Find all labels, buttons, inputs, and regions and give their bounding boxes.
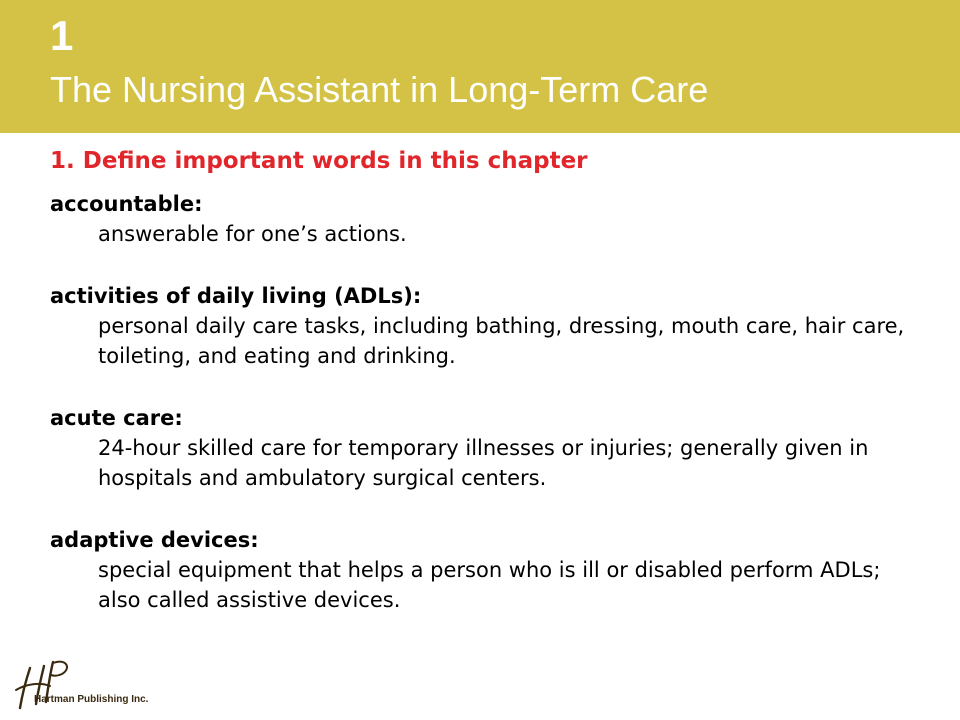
header-banner xyxy=(0,0,960,133)
chapter-number: 1 xyxy=(50,12,74,59)
term-definition: special equipment that helps a person who is ill or disabled perform ADLs; also called assistive devices. xyxy=(98,558,881,612)
term-definition: personal daily care tasks, including bathing, dressing, mouth care, hair care, toileting, and eating and drinking. xyxy=(98,314,905,368)
term-word: adaptive devices: xyxy=(50,528,259,552)
term-definition: answerable for one’s actions. xyxy=(98,222,407,246)
term-word: accountable: xyxy=(50,192,203,216)
logo-text: Hartman Publishing Inc. xyxy=(34,694,149,705)
term-word: activities of daily living (ADLs): xyxy=(50,284,422,308)
term-activities-of-daily-living xyxy=(50,281,920,371)
section-heading: 1. Define important words in this chapter xyxy=(50,148,588,174)
term-definition: 24-hour skilled care for temporary illnesses or injuries; generally given in hospitals and ambulatory surgical centers. xyxy=(98,436,869,490)
term-word: acute care: xyxy=(50,406,183,430)
term-accountable xyxy=(50,189,920,249)
term-adaptive-devices xyxy=(50,525,920,615)
term-acute-care xyxy=(50,403,920,493)
hartman-publishing-logo xyxy=(10,658,150,712)
chapter-title: The Nursing Assistant in Long-Term Care xyxy=(50,69,709,110)
term-list xyxy=(50,189,920,647)
